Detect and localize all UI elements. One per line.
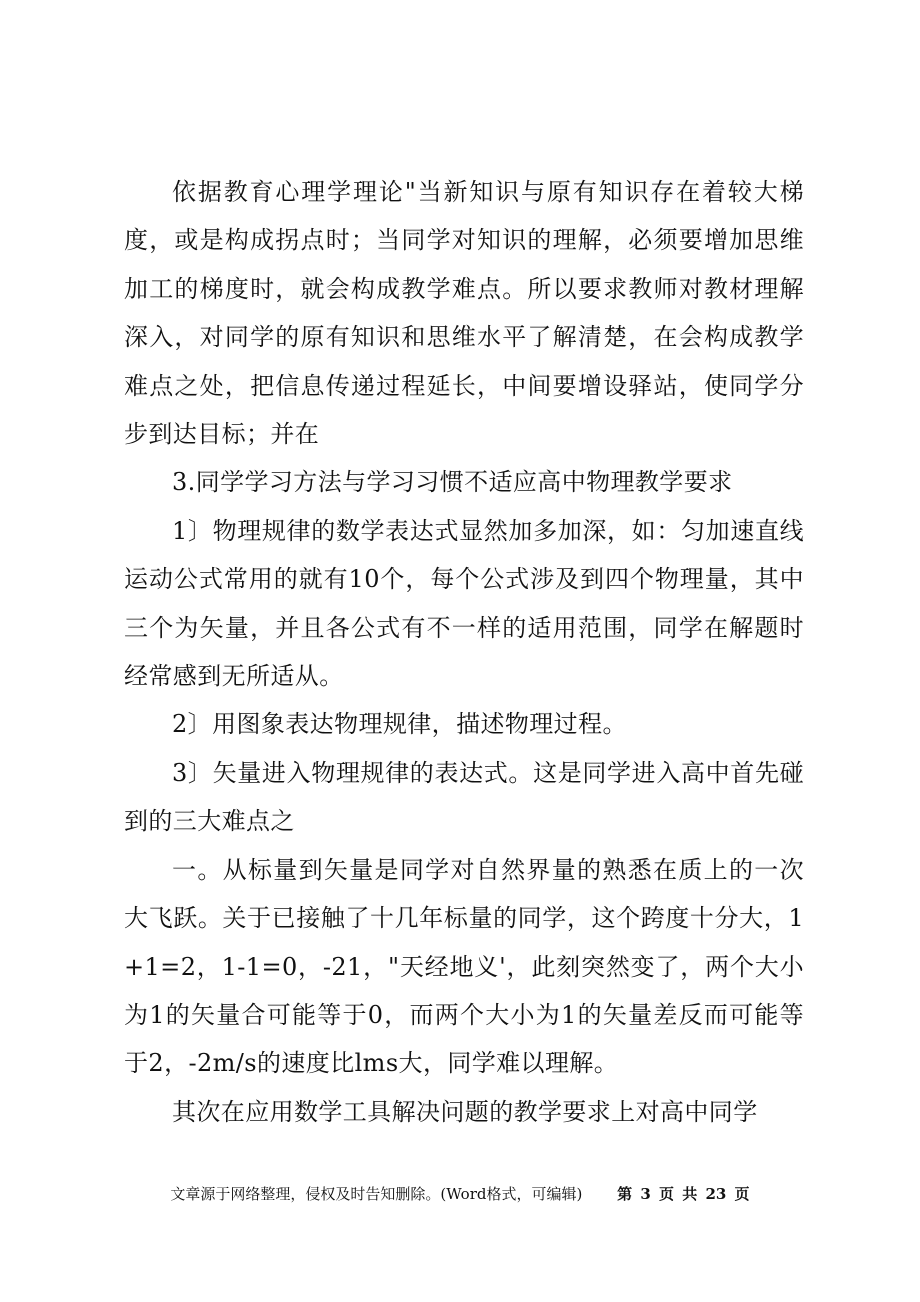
paragraph-math-tools: 其次在应用数学工具解决问题的教学要求上对高中同学 (172, 1097, 758, 1126)
page-footer (0, 1184, 920, 1204)
paragraph-heading-study-methods: 3.同学学习方法与学习习惯不适应高中物理教学要求 (172, 468, 733, 497)
footer-page-number: 第 3 页 共 23 页 (617, 1185, 750, 1203)
body-text (124, 168, 804, 1136)
footer-source-note: 文章源于网络整理，侵权及时告知删除。(Word格式，可编辑) (170, 1185, 583, 1203)
paragraph-point-3: 3〕矢量进入物理规律的表达式。这是同学进入高中首先碰到的三大难点之 (124, 758, 804, 836)
paragraph-vector-leap: 一。从标量到矢量是同学对自然界量的熟悉在质上的一次大飞跃。关于已接触了十几年标量的同学，这个跨度十分大，1+1=2，1-1=0，-21，"天经地义'，此刻突然变了，两个大小为1的矢量合可能等于0，而两个大小为1的矢量差反而可能等于2，-2m/s的速度比lms大，同学难以理解。 (124, 855, 804, 1078)
paragraph-point-1: 1〕物理规律的数学表达式显然加多加深，如：匀加速直线运动公式常用的就有10个，每个公式涉及到四个物理量，其中三个为矢量，并且各公式有不一样的适用范围，同学在解题时经常感到无所适从。 (124, 516, 804, 691)
paragraph-teaching-difficulty: 依据教育心理学理论"当新知识与原有知识存在着较大梯度，或是构成拐点时；当同学对知识的理解，必须要增加思维加工的梯度时，就会构成教学难点。所以要求教师对教材理解深入，对同学的原有知识和思维水平了解清楚，在会构成教学难点之处，把信息传递过程延长，中间要增设驿站，使同学分步到达目标；并在 (124, 178, 804, 449)
paragraph-point-2: 2〕用图象表达物理规律，描述物理过程。 (172, 710, 627, 739)
